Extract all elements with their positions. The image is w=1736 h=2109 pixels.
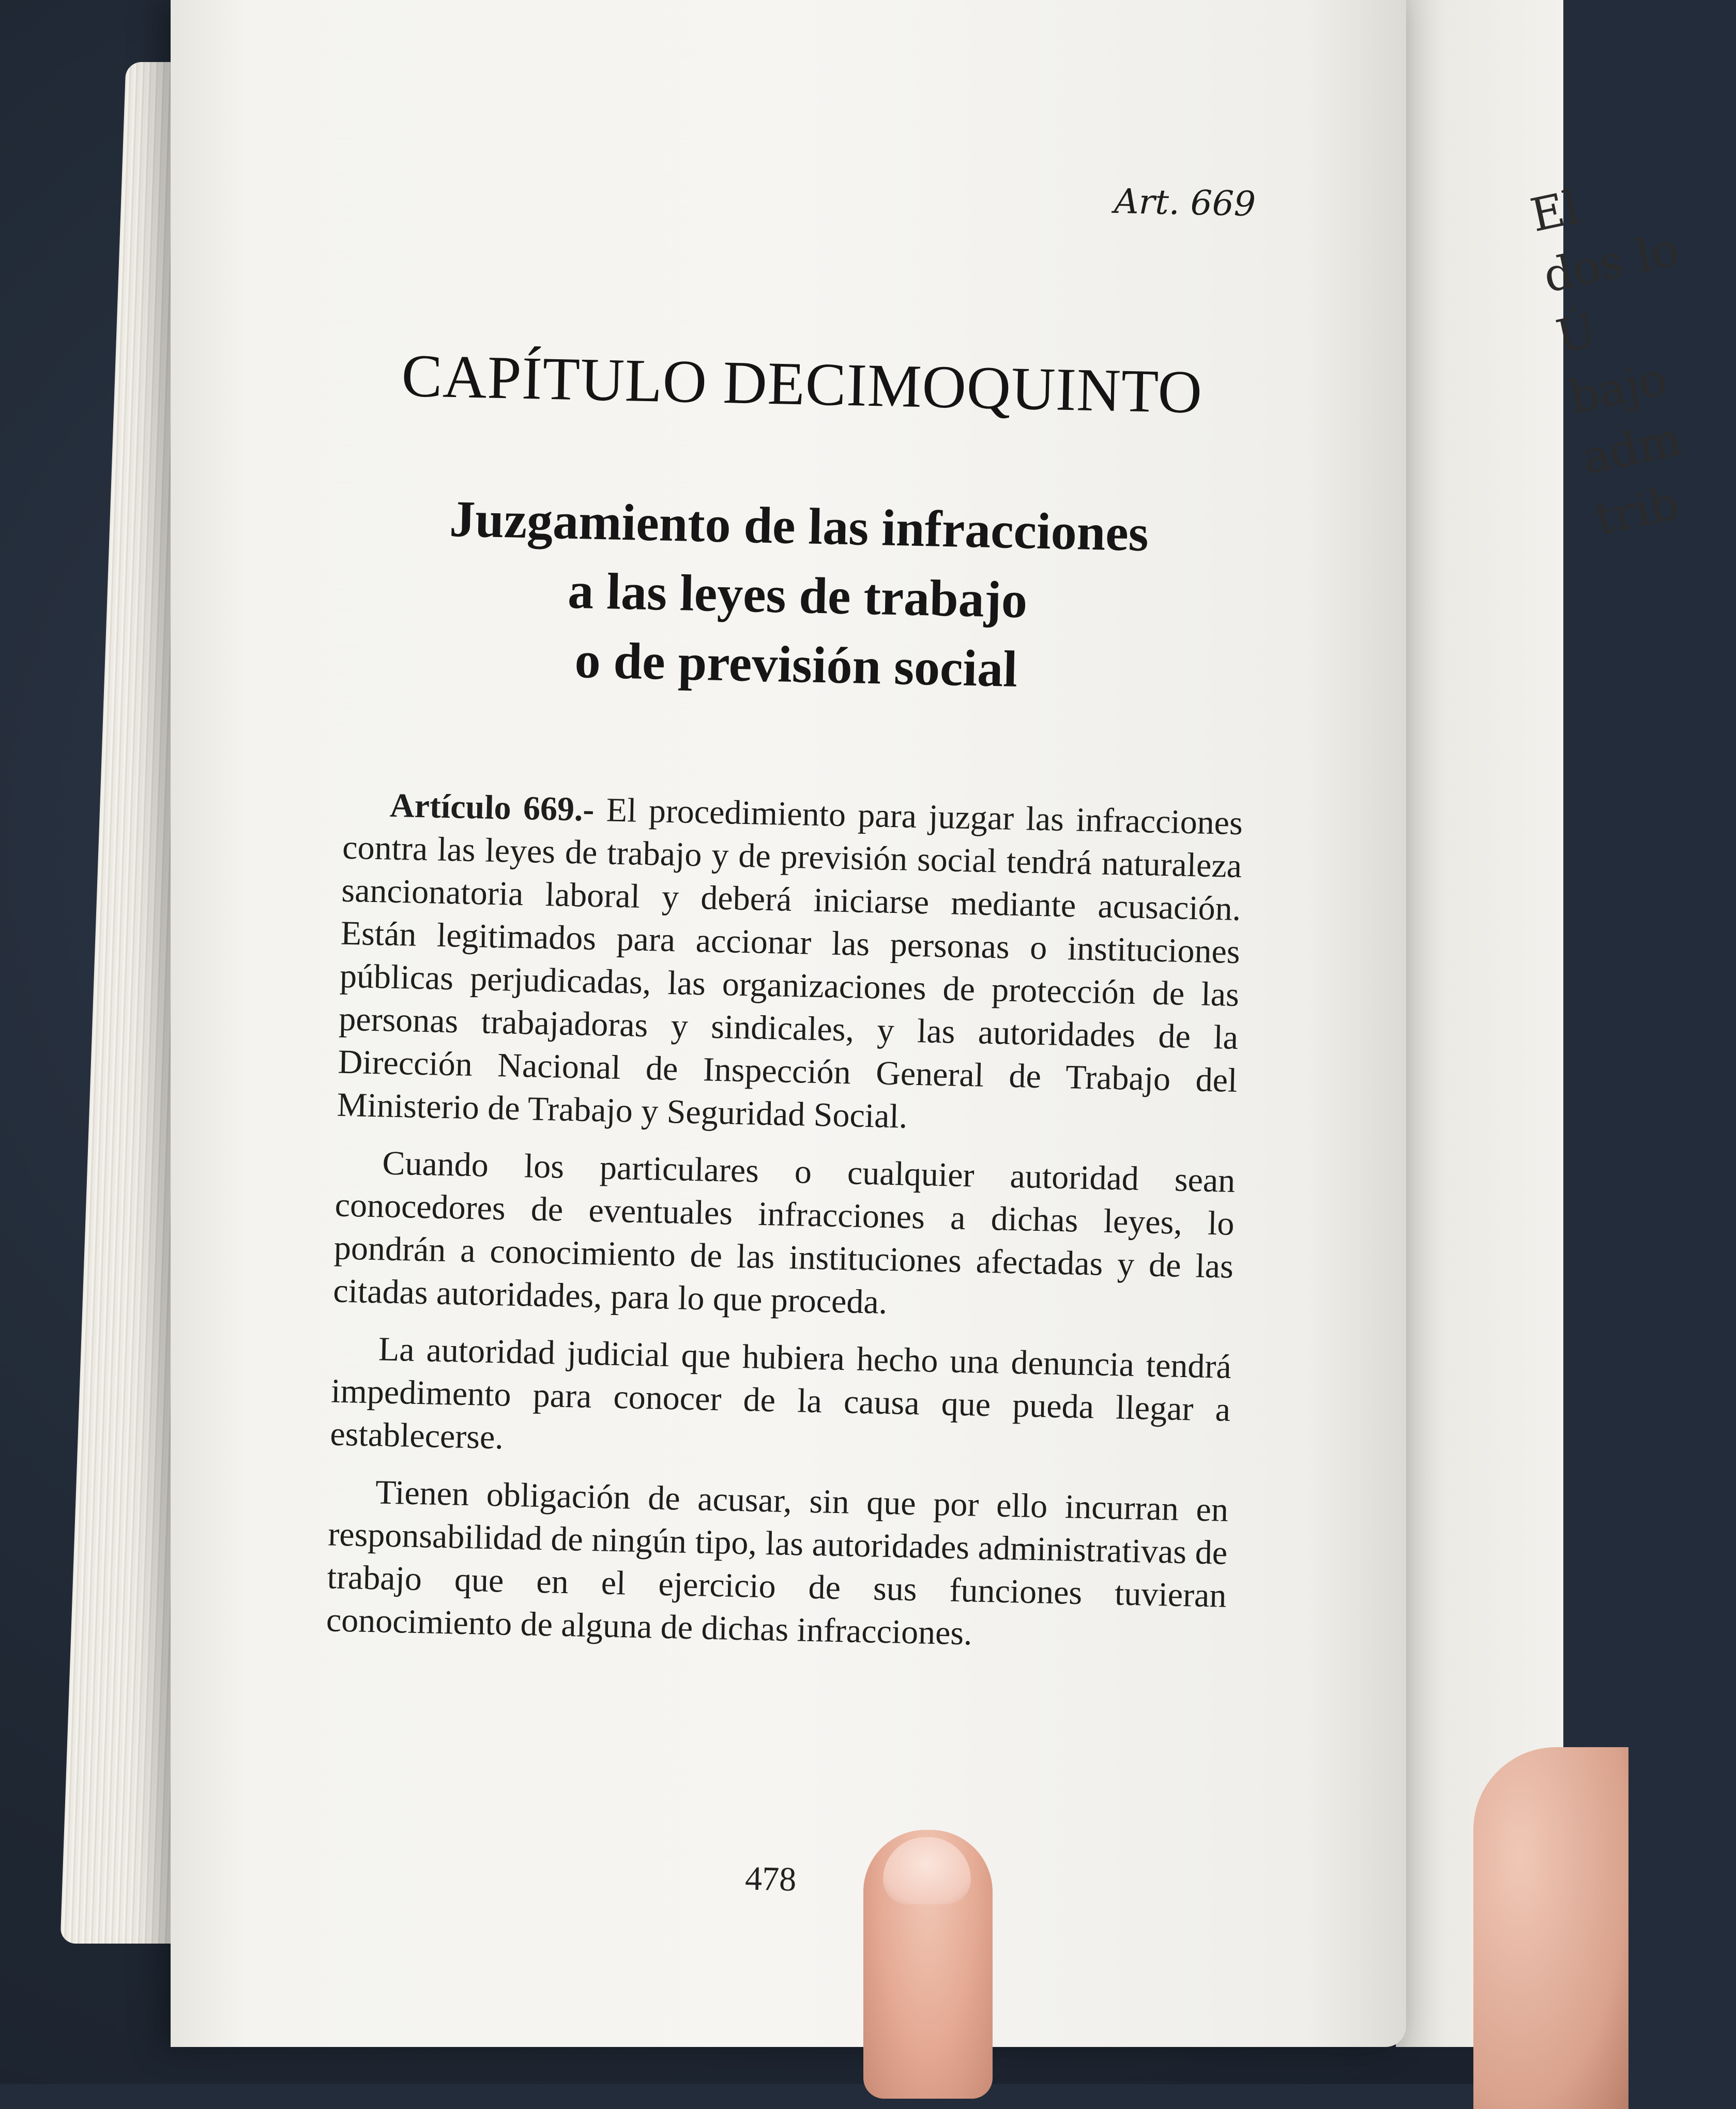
article-paragraph: Cuando los particulares o cualquier autoridad sean conocedores de eventuales infracciones a dichas leyes, lo pondrán a conocimiento de las instituciones afectadas y de las citadas autoridades, para lo que proceda. bbox=[332, 1144, 1236, 1321]
hand-holding-page bbox=[1473, 1747, 1628, 2109]
chapter-title: CAPÍTULO DECIMOQUINTO bbox=[401, 341, 1204, 426]
next-page-text-fragment: El dos lo Ú bajo adm trib bbox=[1526, 180, 1686, 546]
article-paragraph: La autoridad judicial que hubiera hecho una denuncia tendrá impedimento para conocer de la causa que pueda llegar a establecerse. bbox=[329, 1330, 1232, 1457]
chapter-subtitle bbox=[346, 482, 1250, 709]
fingernail bbox=[883, 1837, 971, 1904]
chapter-subtitle-line: o de previsión social bbox=[574, 631, 1018, 698]
chapter-subtitle-line: Juzgamiento de las infracciones bbox=[449, 490, 1149, 562]
running-head: Art. 669 bbox=[1114, 181, 1256, 224]
article-label: Artículo 669.- bbox=[389, 786, 595, 829]
page-number: 478 bbox=[744, 1859, 797, 1899]
article-paragraph bbox=[337, 783, 1243, 1145]
article-paragraph: Tienen obligación de acusar, sin que por ello incurran en responsabilidad de ningún tipo, las autoridades administrativas de trabajo que en el ejercicio de sus funciones tuvieran conocimiento de alguna de dichas infracciones. bbox=[326, 1473, 1229, 1653]
article-first-paragraph-text: El procedimiento para juzgar las infracciones contra las leyes de trabajo y de previsión social tendrá naturaleza sancionatoria laboral y deberá iniciarse mediante acusación. Están legitimados para accionar las personas o instituciones públicas perjudicadas, las organizaciones de protección de las personas trabajadoras y sindicales, y las autoridades de la Dirección Nacional de Inspección General de Trabajo del Ministerio de Trabajo y Seguridad Social. bbox=[337, 790, 1243, 1136]
page-content bbox=[326, 165, 1256, 1899]
finger bbox=[863, 1830, 993, 2099]
chapter-subtitle-line: a las leyes de trabajo bbox=[567, 561, 1028, 629]
next-page bbox=[1396, 0, 1686, 2047]
article-669 bbox=[326, 783, 1243, 1660]
